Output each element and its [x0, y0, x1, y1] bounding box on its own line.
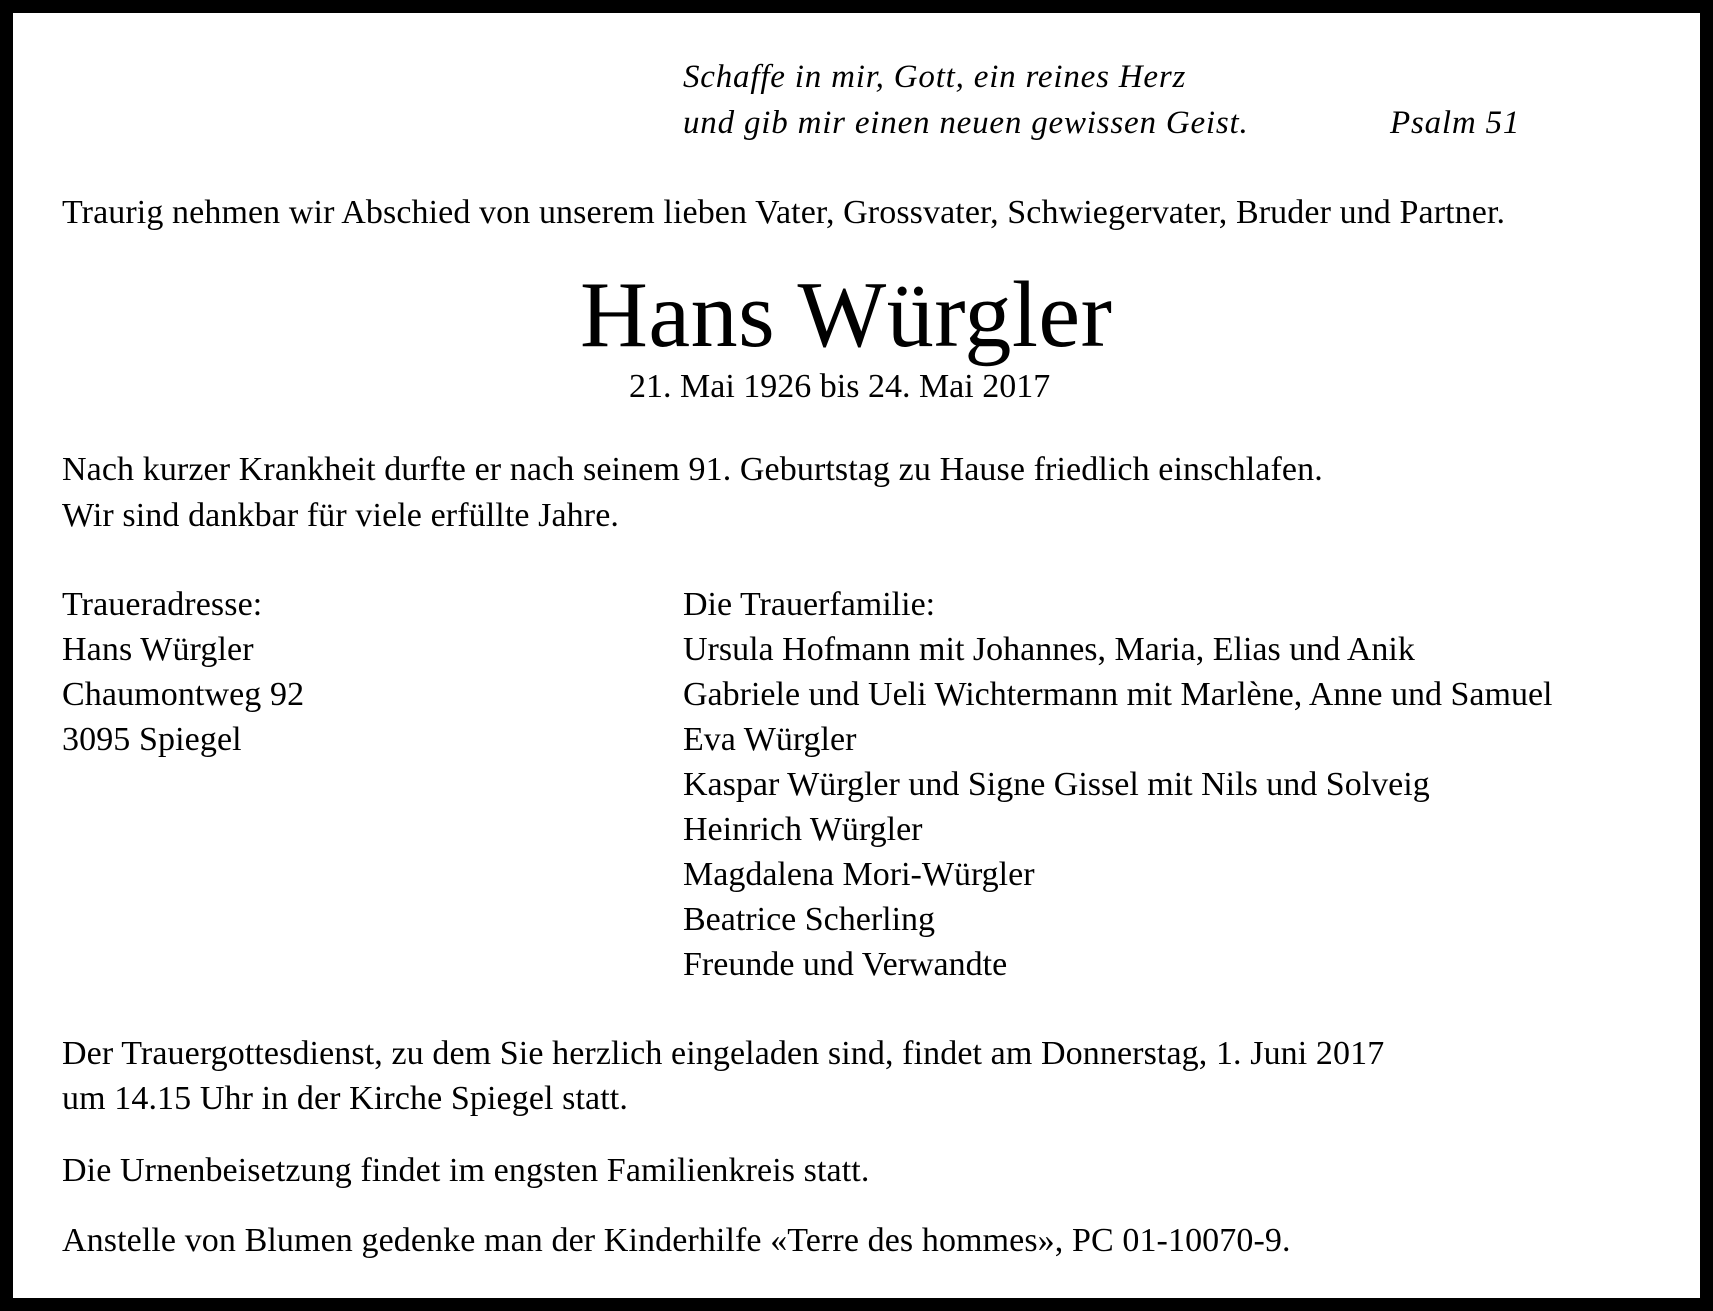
family-member: Gabriele und Ueli Wichtermann mit Marlène, Anne und Samuel	[683, 676, 1553, 713]
family-member: Eva Würgler	[683, 721, 857, 758]
deceased-name: Hans Würgler	[580, 263, 1113, 367]
family-member: Magdalena Mori-Würgler	[683, 856, 1035, 893]
message-line-1: Nach kurzer Krankheit durfte er nach seinem 91. Geburtstag zu Hause friedlich einschlafen.	[62, 451, 1323, 488]
message-line-2: Wir sind dankbar für viele erfüllte Jahre.	[62, 497, 619, 534]
address-line: Chaumontweg 92	[62, 676, 305, 713]
donation-text: Anstelle von Blumen gedenke man der Kinderhilfe «Terre des hommes», PC 01-10070-9.	[62, 1222, 1291, 1259]
family-member: Ursula Hofmann mit Johannes, Maria, Elias und Anik	[683, 631, 1415, 668]
intro-text: Traurig nehmen wir Abschied von unserem lieben Vater, Grossvater, Schwiegervater, Bruder und Partner.	[62, 194, 1506, 231]
service-line-2: um 14.15 Uhr in der Kirche Spiegel statt.	[62, 1080, 628, 1117]
family-member: Kaspar Würgler und Signe Gissel mit Nils und Solveig	[683, 766, 1430, 803]
service-line-1: Der Trauergottesdienst, zu dem Sie herzlich eingeladen sind, findet am Donnerstag, 1. Juni 2017	[62, 1035, 1385, 1072]
family-member: Freunde und Verwandte	[683, 946, 1008, 983]
address-heading: Traueradresse:	[62, 586, 263, 623]
burial-text: Die Urnenbeisetzung findet im engsten Familienkreis statt.	[62, 1152, 870, 1189]
motto-line-2: und gib mir einen neuen gewissen Geist.	[683, 105, 1249, 141]
family-member: Heinrich Würgler	[683, 811, 923, 848]
family-heading: Die Trauerfamilie:	[683, 586, 936, 623]
family-member: Beatrice Scherling	[683, 901, 936, 938]
motto-source: Psalm 51	[1390, 105, 1521, 141]
deceased-dates: 21. Mai 1926 bis 24. Mai 2017	[629, 368, 1051, 405]
motto-line-1: Schaffe in mir, Gott, ein reines Herz	[683, 59, 1187, 95]
address-line: 3095 Spiegel	[62, 721, 242, 758]
address-line: Hans Würgler	[62, 631, 254, 668]
